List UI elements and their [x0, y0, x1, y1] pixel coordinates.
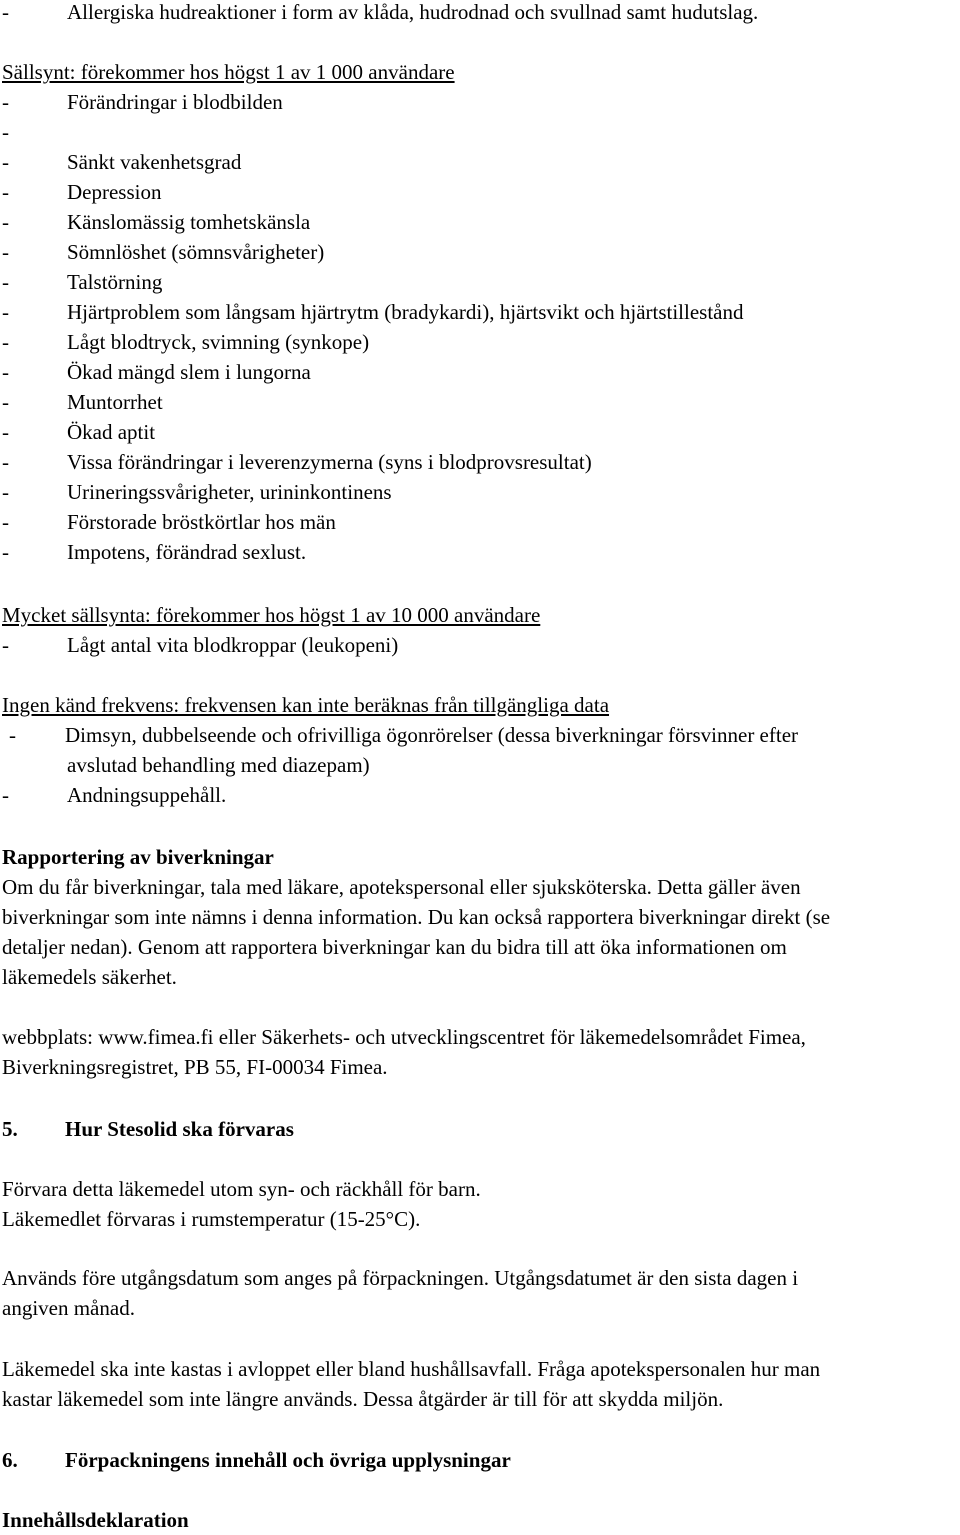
list-dash: - [2, 300, 9, 324]
paragraph-line: läkemedels säkerhet. [2, 965, 177, 989]
section-title: Förpackningens innehåll och övriga upplysningar [65, 1448, 511, 1472]
paragraph-line: Biverkningsregistret, PB 55, FI-00034 Fimea. [2, 1055, 388, 1079]
list-item-text: Andningsuppehåll. [67, 783, 227, 807]
paragraph-line: Används före utgångsdatum som anges på förpackningen. Utgångsdatumet är den sista dagen i [2, 1266, 799, 1290]
list-item-text: Ökad mängd slem i lungorna [67, 360, 311, 384]
list-dash: - [2, 783, 9, 807]
storage-paragraph [2, 1174, 958, 1234]
reporting-contact [2, 1022, 958, 1082]
list-dash: - [2, 0, 9, 24]
list-item-text: Förstorade bröstkörtlar hos män [67, 510, 336, 534]
paragraph-line: detaljer nedan). Genom att rapportera biverkningar kan du bidra till att öka informationen om [2, 935, 787, 959]
section-number: 6. [2, 1448, 18, 1472]
list-dash: - [9, 723, 16, 747]
list-item-text: Talstörning [67, 270, 163, 294]
unknown-frequency-heading: Ingen känd frekvens: frekvensen kan inte beräknas från tillgängliga data [2, 693, 610, 717]
paragraph-line: angiven månad. [2, 1296, 135, 1320]
list-item-text: Muntorrhet [67, 390, 163, 414]
list-item-text: Dimsyn, dubbelseende och ofrivilliga ögonrörelser (dessa biverkningar försvinner efter [65, 723, 799, 747]
list-dash: - [2, 450, 9, 474]
list-dash: - [2, 270, 9, 294]
rare-heading: Sällsynt: förekommer hos högst 1 av 1 000 användare [2, 60, 455, 84]
list-dash: - [2, 540, 9, 564]
section-number: 5. [2, 1117, 18, 1141]
paragraph-line: kastar läkemedel som inte längre används. Dessa åtgärder är till för att skydda miljön. [2, 1387, 724, 1411]
expiry-paragraph [2, 1263, 958, 1323]
contents-subheading: Innehållsdeklaration [2, 1508, 189, 1532]
list-item-text: Depression [67, 180, 162, 204]
list-dash: - [2, 390, 9, 414]
paragraph-line: Läkemedlet förvaras i rumstemperatur (15-25°C). [2, 1207, 421, 1231]
section-6-heading [2, 1445, 902, 1475]
list-dash: - [2, 420, 9, 444]
list-item-text: Allergiska hudreaktioner i form av klåda, hudrodnad och svullnad samt hudutslag. [67, 0, 759, 24]
paragraph-line: Förvara detta läkemedel utom syn- och räckhåll för barn. [2, 1177, 481, 1201]
reporting-heading: Rapportering av biverkningar [2, 845, 274, 869]
list-dash: - [2, 150, 9, 174]
list-item-text: Förändringar i blodbilden [67, 90, 283, 114]
list-dash: - [2, 120, 9, 144]
section-5-heading [2, 1114, 902, 1144]
paragraph-line: Läkemedel ska inte kastas i avloppet eller bland hushållsavfall. Fråga apotekspersonalen hur man [2, 1357, 821, 1381]
list-item-text: Hjärtproblem som långsam hjärtrytm (bradykardi), hjärtsvikt och hjärtstillestånd [67, 300, 744, 324]
list-item-text: Lågt antal vita blodkroppar (leukopeni) [67, 633, 399, 657]
list-dash: - [2, 633, 9, 657]
list-dash: - [2, 180, 9, 204]
list-item-text: Sänkt vakenhetsgrad [67, 150, 242, 174]
list-item-text: Lågt blodtryck, svimning (synkope) [67, 330, 370, 354]
list-dash: - [2, 330, 9, 354]
section-title: Hur Stesolid ska förvaras [65, 1117, 294, 1141]
list-dash: - [2, 240, 9, 264]
list-dash: - [2, 480, 9, 504]
paragraph-line: biverkningar som inte nämns i denna information. Du kan också rapportera biverkningar direkt (se [2, 905, 831, 929]
list-item-text: Känslomässig tomhetskänsla [67, 210, 311, 234]
list-dash: - [2, 360, 9, 384]
list-dash: - [2, 510, 9, 534]
list-dash: - [2, 210, 9, 234]
paragraph-line: Om du får biverkningar, tala med läkare, apotekspersonal eller sjuksköterska. Detta gäller även [2, 875, 801, 899]
very-rare-heading: Mycket sällsynta: förekommer hos högst 1 av 10 000 användare [2, 603, 541, 627]
list-item-text: Vissa förändringar i leverenzymerna (syns i blodprovsresultat) [67, 450, 592, 474]
list-item-text: Sömnlöshet (sömnsvårigheter) [67, 240, 325, 264]
list-item-text: Urineringssvårigheter, urininkontinens [67, 480, 392, 504]
paragraph-line: webbplats: www.fimea.fi eller Säkerhets- och utvecklingscentret för läkemedelsområdet Fimea, [2, 1025, 806, 1049]
list-item-text: Impotens, förändrad sexlust. [67, 540, 307, 564]
list-dash: - [2, 90, 9, 114]
disposal-paragraph [2, 1354, 958, 1414]
reporting-paragraph [2, 872, 958, 992]
list-item-text: Ökad aptit [67, 420, 156, 444]
list-item-text: avslutad behandling med diazepam) [67, 753, 370, 777]
